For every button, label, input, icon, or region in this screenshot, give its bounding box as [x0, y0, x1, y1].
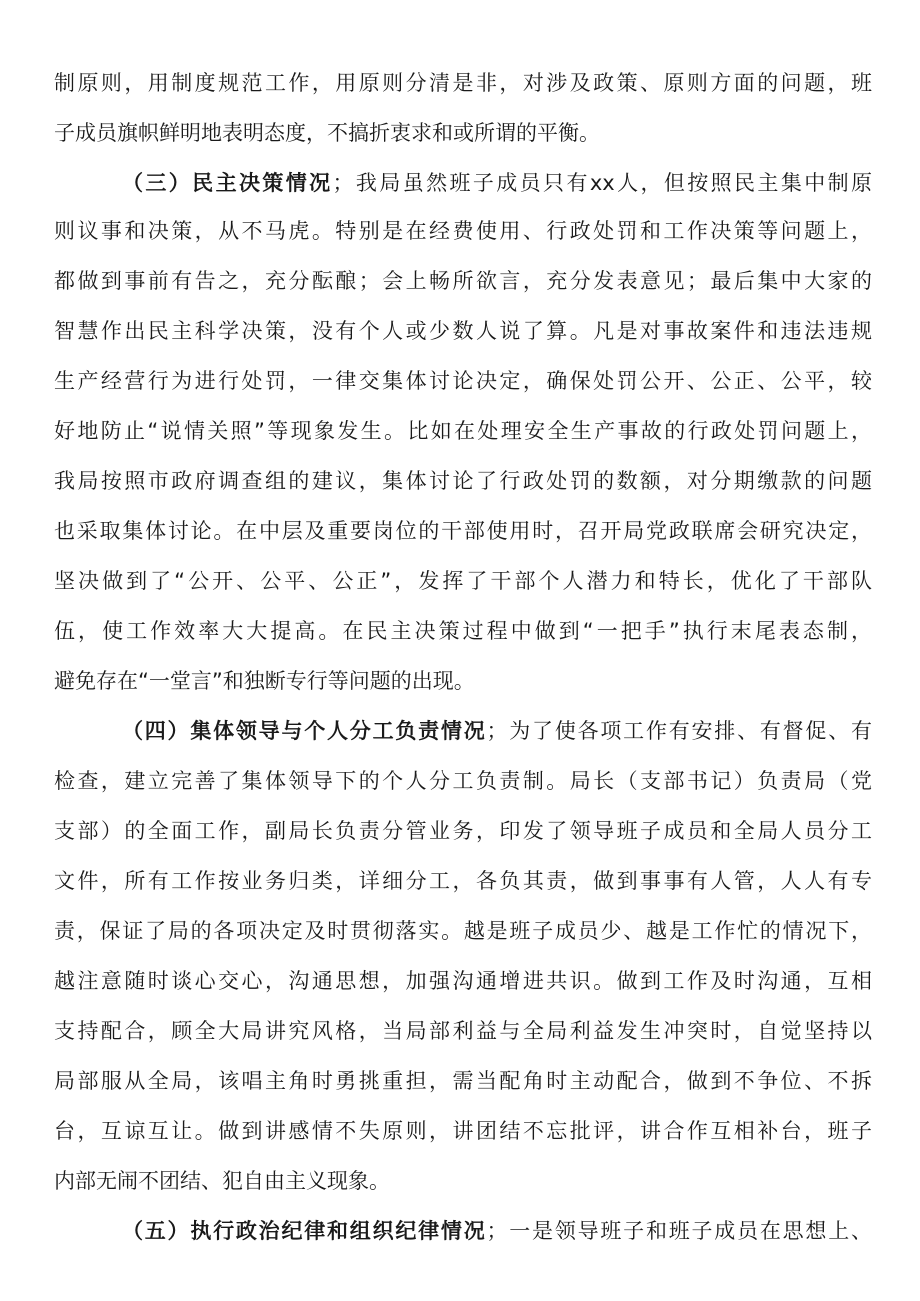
section-heading-line [122, 168, 872, 198]
text-line: 局部服从全局，该唱主角时勇挑重担，需当配角时主动配合，做到不争位、不拆 [54, 1069, 872, 1093]
text-line: 文件，所有工作按业务归类，详细分工，各负其责，做到事事有人管，人人有专 [54, 869, 872, 893]
text-line: 坚决做到了“公开、公平、公正”，发挥了干部个人潜力和特长，优化了干部队 [54, 569, 872, 593]
text-line: 智慧作出民主科学决策，没有个人或少数人说了算。凡是对事故案件和违法违规 [54, 319, 872, 343]
text-line: 伍，使工作效率大大提高。在民主决策过程中做到“一把手”执行末尾表态制， [54, 619, 872, 643]
text-line: 制原则，用制度规范工作，用原则分清是非，对涉及政策、原则方面的问题，班 [54, 71, 872, 95]
text-line: 我局按照市政府调查组的建议，集体讨论了行政处罚的数额，对分期缴款的问题 [54, 469, 872, 493]
text-line: 台，互谅互让。做到讲感情不失原则，讲团结不忘批评，讲合作互相补台，班子 [54, 1119, 872, 1143]
text-run: 我局虽然班子成员只有xx人，但按照民主集中制原 [353, 171, 873, 195]
text-line: 好地防止“说情关照”等现象发生。比如在处理安全生产事故的行政处罚问题上， [54, 419, 872, 443]
text-line: 则议事和决策，从不马虎。特别是在经费使用、行政处罚和工作决策等问题上， [54, 219, 872, 243]
section-heading: （五）执行政治纪律和组织纪律情况 [122, 1219, 487, 1243]
text-line: 支持配合，顾全大局讲究风格，当局部利益与全局利益发生冲突时，自觉坚持以 [54, 1019, 872, 1043]
text-line: 避免存在“一堂言”和独断专行等问题的出现。 [54, 669, 475, 693]
section-heading: （三）民主决策情况 [122, 171, 333, 195]
text-run: 一是领导班子和班子成员在思想上、 [507, 1219, 872, 1243]
text-line: 责，保证了局的各项决定及时贯彻落实。越是班子成员少、越是工作忙的情况下， [54, 919, 872, 943]
heading-punct: ； [332, 171, 354, 195]
section-heading-line [122, 1216, 872, 1246]
heading-punct: ； [486, 719, 508, 743]
text-run: 为了使各项工作有安排、有督促、有 [507, 719, 872, 743]
text-line: 越注意随时谈心交心，沟通思想，加强沟通增进共识。做到工作及时沟通，互相 [54, 969, 872, 993]
text-line: 支部）的全面工作，副局长负责分管业务，印发了领导班子成员和全局人员分工 [54, 819, 872, 843]
text-line: 内部无闹不团结、犯自由主义现象。 [54, 1169, 390, 1193]
heading-punct: ； [486, 1219, 508, 1243]
text-line: 也采取集体讨论。在中层及重要岗位的干部使用时，召开局党政联席会研究决定， [54, 519, 872, 543]
text-line: 子成员旗帜鲜明地表明态度，不搞折衷求和或所谓的平衡。 [54, 121, 600, 145]
text-line: 生产经营行为进行处罚，一律交集体讨论决定，确保处罚公开、公正、公平，较 [54, 369, 872, 393]
text-line: 都做到事前有告之，充分酝酿；会上畅所欲言，充分发表意见；最后集中大家的 [54, 269, 872, 293]
text-line: 检查，建立完善了集体领导下的个人分工负责制。局长（支部书记）负责局（党 [54, 769, 872, 793]
section-heading: （四）集体领导与个人分工负责情况 [122, 719, 487, 743]
section-heading-line [122, 716, 872, 746]
